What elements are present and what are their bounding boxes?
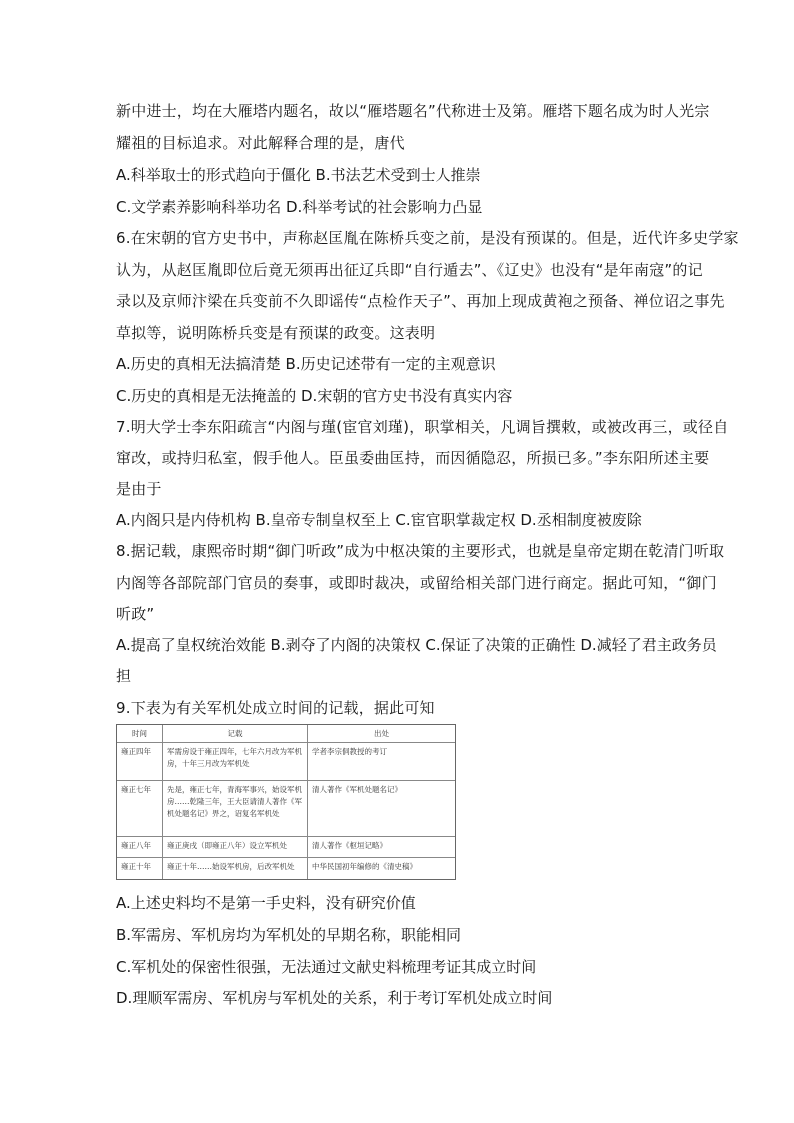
q7-stem-line-2: 窜改，或持归私室，假手他人。臣虽委曲匡持，而因循隐忍，所损已多。”李东阳所述主要 [116, 449, 710, 467]
q9-option-a: A.上述史料均不是第一手史料，没有研究价值 [116, 894, 416, 912]
row-record: 军需房设于雍正四年，七年六月改为军机房，十年三月改为军机处 [167, 747, 302, 768]
table-header-row [117, 725, 455, 742]
row-record: 雍正十年……始设军机房，后改军机处 [167, 862, 295, 871]
q8-stem-line-3: 听政” [116, 605, 155, 623]
q5-stem-line-2: 耀祖的目标追求。对此解释合理的是，唐代 [116, 134, 405, 152]
row-time: 雍正四年 [121, 747, 151, 756]
q8-stem-line-1: 8.据记载，康熙帝时期“御门听政”成为中枢决策的主要形式，也就是皇帝定期在乾清门听取 [116, 542, 725, 560]
q6-stem-line-1: 6.在宋朝的官方史书中，声称赵匡胤在陈桥兵变之前，是没有预谋的。但是，近代许多史学家 [116, 229, 739, 247]
header-time: 时间 [132, 729, 147, 738]
table-row [117, 836, 455, 858]
junjichu-records-table [116, 724, 456, 880]
q9-option-d: D.理顺军需房、军机房与军机处的关系，利于考订军机处成立时间 [116, 989, 553, 1007]
q5-stem-line-1: 新中进士，均在大雁塔内题名，故以“雁塔题名”代称进士及第。雁塔下题名成为时人光宗 [116, 102, 710, 120]
q6-stem-line-2: 认为，从赵匡胤即位后竟无须再出征辽兵即“自行遁去”、《辽史》也没有“是年南寇”的记 [116, 261, 703, 279]
header-record: 记载 [227, 729, 243, 738]
q6-options-ab: A.历史的真相无法搞清楚 B.历史记述带有一定的主观意识 [116, 355, 496, 373]
table-row [117, 742, 455, 781]
table-row [117, 857, 455, 880]
header-source: 出处 [374, 729, 389, 738]
q7-stem-line-1: 7.明大学士李东阳疏言“内阁与瑾(宦官刘瑾)，职掌相关，凡调旨撰敕，或被改再三，或径自 [116, 418, 729, 436]
row-record: 先是，雍正七年，青海军事兴，始设军机房……乾隆三年，王大臣请清人著作《军机处题名记》畀之，诏复名军机处 [167, 785, 302, 818]
q7-stem-line-3: 是由于 [116, 480, 162, 498]
row-source: 中华民国初年编修的《清史稿》 [312, 862, 417, 871]
row-time: 雍正七年 [121, 785, 151, 794]
table-row [117, 780, 455, 837]
q7-options: A.内阁只是内侍机构 B.皇帝专制皇权至上 C.宦官职掌裁定权 D.丞相制度被废除 [116, 511, 642, 529]
row-source: 清人著作《军机处题名记》 [312, 785, 402, 794]
q8-options-wrap: 担 [116, 667, 132, 685]
q9-option-b: B.军需房、军机房均为军机处的早期名称，职能相同 [116, 926, 462, 944]
q6-stem-line-3: 录以及京师汴梁在兵变前不久即谣传“点检作天子”、再加上现成黄袍之预备、禅位诏之事先 [116, 292, 725, 310]
q8-stem-line-2: 内阁等各部院部门官员的奏事，或即时裁决，或留给相关部门进行商定。据此可知，“御门 [116, 574, 717, 592]
q6-stem-line-4: 草拟等，说明陈桥兵变是有预谋的政变。这表明 [116, 324, 436, 342]
q5-options-ab: A.科举取士的形式趋向于僵化 B.书法艺术受到士人推崇 [116, 166, 481, 184]
q9-option-c: C.军机处的保密性很强，无法通过文献史料梳理考证其成立时间 [116, 958, 537, 976]
q8-options: A.提高了皇权统治效能 B.剥夺了内阁的决策权 C.保证了决策的正确性 D.减轻了君主政务员 [116, 636, 717, 654]
row-record: 雍正庚戌（即雍正八年）设立军机处 [167, 841, 287, 850]
q9-stem: 9.下表为有关军机处成立时间的记载，据此可知 [116, 699, 435, 717]
row-time: 雍正八年 [121, 841, 151, 850]
row-source: 学者李宗侗教授的考订 [312, 747, 387, 756]
q5-options-cd: C.文学素养影响科举功名 D.科举考试的社会影响力凸显 [116, 198, 483, 216]
q6-options-cd: C.历史的真相是无法掩盖的 D.宋朝的官方史书没有真实内容 [116, 387, 513, 405]
row-source: 清人著作《枢垣记略》 [312, 841, 387, 850]
row-time: 雍正十年 [121, 862, 151, 871]
